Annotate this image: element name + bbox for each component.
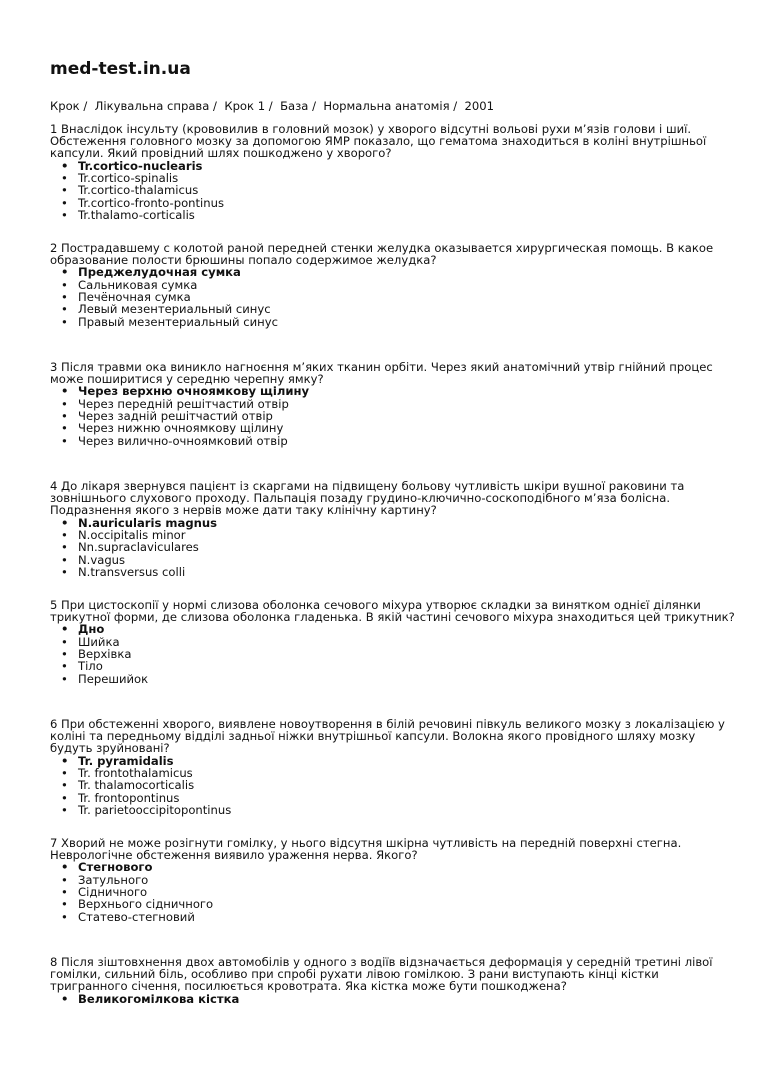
answer-option: • Через вилично-очноямковий отвір [50,435,750,447]
answer-option: • Tr.cortico-fronto-pontinus [50,197,750,209]
question-1 [50,123,750,242]
answer-option: • Nn.supraclaviculares [50,541,750,553]
answer-correct: • Tr.cortico-nuclearis [50,160,750,172]
answer-option: • Tr. frontopontinus [50,792,750,804]
answer-option: • Печёночная сумка [50,291,750,303]
answer-option: • Сідничного [50,886,750,898]
answer-option: • N.occipitalis minor [50,529,750,541]
answer-option: • Тіло [50,660,750,672]
answer-option: • Tr.cortico-spinalis [50,172,750,184]
question-5 [50,599,750,718]
breadcrumb-item-krok[interactable]: Крок [50,99,80,113]
breadcrumb-separator: / [449,99,465,113]
breadcrumb-item-subject[interactable]: Нормальна анатомія [323,99,450,113]
site-title[interactable]: med-test.in.ua [50,59,191,79]
answer-correct: • Преджелудочная сумка [50,266,750,278]
answer-list [50,517,750,578]
answer-option: • N.vagus [50,554,750,566]
answer-option: • Tr.cortico-thalamicus [50,184,750,196]
answer-correct: • Через верхню очноямкову щілину [50,385,750,397]
answer-option: • Tr. frontothalamicus [50,767,750,779]
question-2 [50,242,750,361]
answer-list [50,160,750,221]
breadcrumb-separator: / [79,99,95,113]
answer-option: • Статево-стегновий [50,911,750,923]
answer-list [50,266,750,327]
answer-option: • N.transversus colli [50,566,750,578]
answer-option: • Перешийок [50,673,750,685]
answer-correct: • Великогомілкова кістка [50,993,750,1005]
answer-correct: • Дно [50,623,750,635]
breadcrumb-item-level[interactable]: Крок 1 [224,99,266,113]
question-text: 2 Пострадавшему с колотой раной передней стенки желудка оказывается хирургическая помощь. В какое образование полости брюшины попало содержимое желудка? [50,242,714,268]
answer-option: • Правый мезентериальный синус [50,316,750,328]
breadcrumb-separator: / [308,99,324,113]
answer-list [50,385,750,446]
question-4 [50,480,750,599]
breadcrumb-item-base[interactable]: База [280,99,309,113]
answer-option: • Tr. parietooccipitopontinus [50,804,750,816]
question-text: 4 До лікаря звернувся пацієнт із скаргами на підвищену больову чутливість шкіри вушної раковини та зовнішнього слухового проходу. Пальпація позаду грудино-ключично-соскоподібного м’яза болісна. Подразнення якого з нервів може дати таку клінічну картину? [50,480,685,518]
answer-option: • Через передній решітчастий отвір [50,398,750,410]
answer-correct: • Стегнового [50,861,750,873]
answer-option: • Сальниковая сумка [50,279,750,291]
answer-option: • Через задній решітчастий отвір [50,410,750,422]
question-text: 7 Хворий не може розігнути гомілку, у нього відсутня шкірна чутливість на передній поверхні стегна. Неврологічне обстеження виявило ураження нерва. Якого? [50,837,682,863]
answer-option: • Верхнього сідничного [50,898,750,910]
question-text: 5 При цистоскопії у нормі слизова оболонка сечового міхура утворює складки за винятком однієї ділянки трикутної форми, де слизова оболонка гладенька. В якій частині сечового міхура знаходиться цей трикутник? [50,599,735,625]
question-6 [50,718,750,837]
question-text: 1 Внаслідок інсульту (крововилив в головний мозок) у хворого відсутні вольові рухи м’язів голови і шиї. Обстеження головного мозку за допомогою ЯМР показало, що гематома знаходиться в коліні внутрішньої капсули. Який провідний шлях пошкоджено у хворого? [50,123,707,161]
answer-option: • Tr. thalamocorticalis [50,779,750,791]
answer-option: • Верхівка [50,648,750,660]
answer-option: • Tr.thalamo-corticalis [50,209,750,221]
answer-list [50,623,750,684]
question-3 [50,361,750,480]
breadcrumb-item-year[interactable]: 2001 [464,99,495,113]
answer-correct: • N.auricularis magnus [50,517,750,529]
breadcrumb [50,99,494,113]
breadcrumb-separator: / [209,99,225,113]
question-7 [50,837,750,956]
question-text: 3 Після травми ока виникло нагноєння м’яких тканин орбіти. Через який анатомічний утвір гнійний процес може поширитися у середню черепну ямку? [50,361,713,387]
answer-option: • Шийка [50,636,750,648]
breadcrumb-separator: / [265,99,281,113]
answer-correct: • Tr. pyramidalis [50,755,750,767]
answer-option: • Левый мезентериальный синус [50,303,750,315]
answer-option: • Через нижню очноямкову щілину [50,422,750,434]
question-text: 6 При обстеженні хворого, виявлене новоутворення в білій речовині півкуль великого мозку з локалізацією у коліні та передньому відділі задньої ніжки внутрішньої капсули. Волокна якого провідного шляху мозку будуть зруйновані? [50,718,725,756]
answer-list [50,755,750,816]
question-8 [50,956,750,1075]
answer-option: • Затульного [50,874,750,886]
question-list [50,123,750,1075]
breadcrumb-item-specialty[interactable]: Лікувальна справа [94,99,210,113]
answer-list [50,993,750,1005]
question-text: 8 Після зіштовхнення двох автомобілів у одного з водіїв відзначається деформація у середній третині лівої гомілки, сильний біль, особливо при спробі рухати лівою гомілкою. З рани виступають кінці кістки тригранного січення, посилюється кровотрата. Яка кістка може бути пошкоджена? [50,956,713,994]
answer-list [50,861,750,922]
